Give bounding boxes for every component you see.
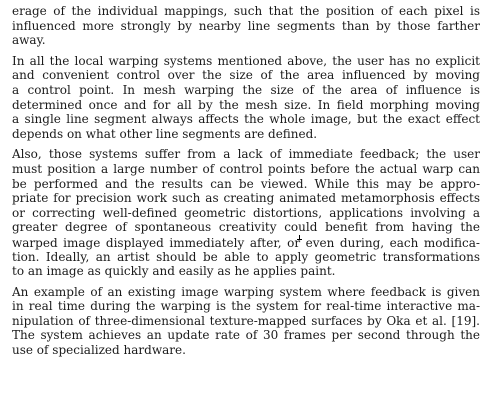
text-line: and convenient control over the size of the area influenced by moving	[12, 68, 480, 83]
text-line: erage of the individual mappings, such that the position of each pixel is	[12, 4, 480, 18]
text-line-with-cursor[interactable]	[12, 235, 480, 250]
paragraph-2	[12, 54, 482, 142]
text-line: greater degree of spontaneous creativity could benefit from having the	[12, 220, 480, 235]
text-line: a single line segment always affects the whole image, but the exact effect	[12, 112, 480, 127]
text-line: influenced more strongly by nearby line segments than by those farther	[12, 18, 480, 33]
paragraph-4	[12, 285, 482, 358]
text-line: depends on what other line segments are defined.	[12, 126, 318, 141]
text-line: or correcting well-defined geometric distortions, applications involving a	[12, 205, 480, 220]
text-line: nipulation of three-dimensional texture-mapped surfaces by Oka et al. [19].	[12, 313, 480, 328]
paragraph-3	[12, 147, 482, 278]
text-line: away.	[12, 33, 46, 48]
text-line: to an image as quickly and easily as he applies paint.	[12, 264, 336, 279]
text-line: The system achieves an update rate of 30 frames per second through the	[12, 328, 480, 343]
text-segment: warped image displayed immediately after, or even during, each modifica-	[12, 235, 480, 250]
text-line: be performed and the results can be viewed. While this may be appro-	[12, 176, 480, 191]
text-line: priate for precision work such as creating animated metamorphosis effects	[12, 191, 480, 206]
text-line: determined once and for all by the mesh size. In field morphing moving	[12, 97, 480, 112]
text-line: Also, those systems suffer from a lack of immediate feedback; the user	[12, 147, 480, 162]
text-line: An example of an existing image warping system where feedback is given	[12, 284, 480, 299]
text-line: a control point. In mesh warping the size of the area of influence is	[12, 82, 480, 97]
text-line: use of specialized hardware.	[12, 343, 186, 358]
text-line: in real time during the warping is the system for real-time interactive ma-	[12, 299, 480, 314]
text-line: tion. Ideally, an artist should be able to apply geometric transformations	[12, 249, 480, 264]
paragraph-1	[12, 4, 482, 48]
text-line: must position a large number of control points before the actual warp can	[12, 161, 480, 176]
text-line: In all the local warping systems mentioned above, the user has no explicit	[12, 53, 480, 68]
